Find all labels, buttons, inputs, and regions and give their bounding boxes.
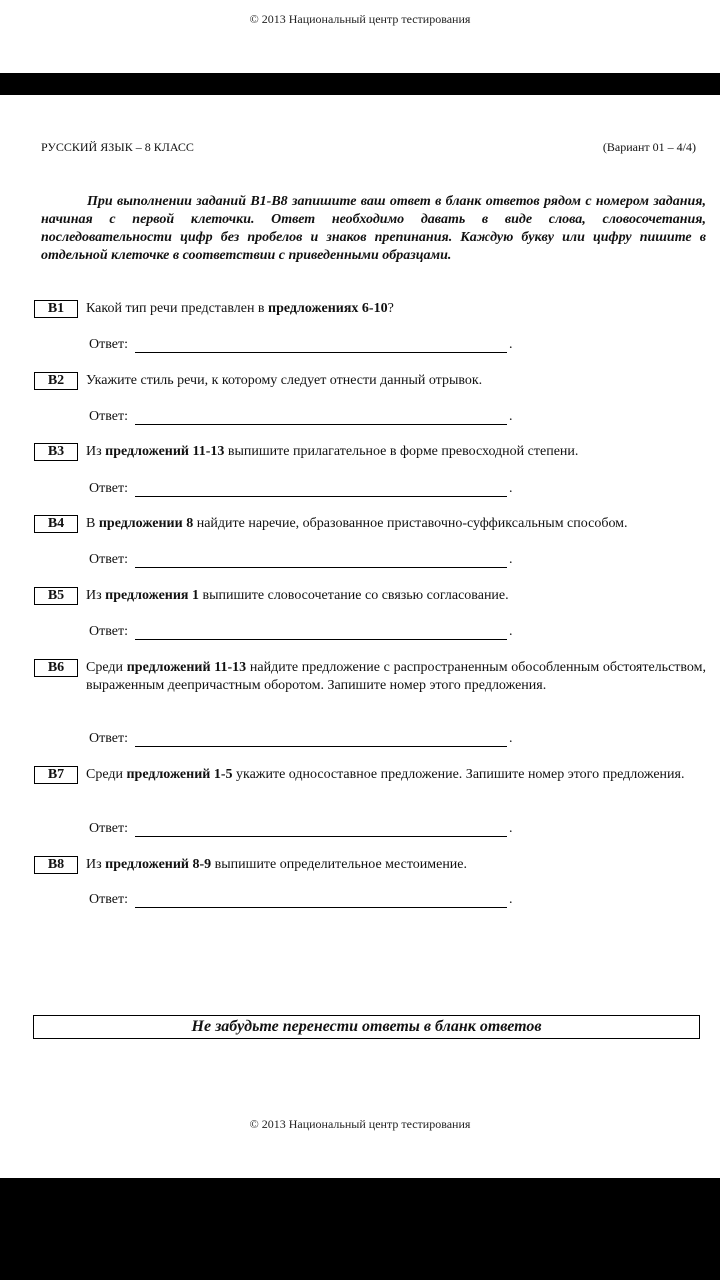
- task-number-badge: B8: [34, 856, 78, 874]
- answer-line[interactable]: [135, 496, 507, 497]
- answer-label: Ответ:: [89, 731, 128, 746]
- answer-label: Ответ:: [89, 481, 128, 496]
- variant-label: (Вариант 01 – 4/4): [602, 140, 696, 154]
- copyright-top: © 2013 Национальный центр тестирования: [249, 12, 471, 26]
- task-b4: [34, 515, 706, 533]
- answer-line[interactable]: [135, 567, 507, 568]
- task-question: В предложении 8 найдите наречие, образованное приставочно-суффиксальным способом.: [86, 516, 628, 531]
- task-b6: [34, 659, 706, 695]
- task-question: Из предложений 11-13 выпишите прилагательное в форме превосходной степени.: [86, 444, 579, 459]
- answer-line[interactable]: [135, 836, 507, 837]
- answer-label: Ответ:: [89, 892, 128, 907]
- task-number-badge: B3: [34, 443, 78, 461]
- answer-field-b5[interactable]: Ответ: .: [89, 624, 513, 639]
- task-b5: [34, 587, 706, 605]
- answer-line[interactable]: [135, 639, 507, 640]
- answer-field-b1[interactable]: Ответ: .: [89, 337, 513, 352]
- task-number-badge: B2: [34, 372, 78, 390]
- answer-line[interactable]: [135, 746, 507, 747]
- subject-title: РУССКИЙ ЯЗЫК – 8 КЛАСС: [41, 140, 194, 154]
- task-number-badge: B4: [34, 515, 78, 533]
- task-b3: [34, 443, 706, 461]
- task-number-badge: B7: [34, 766, 78, 784]
- task-question: Из предложения 1 выпишите словосочетание со связью согласование.: [86, 588, 509, 603]
- reminder-box: Не забудьте перенести ответы в бланк ответов: [33, 1015, 700, 1039]
- task-question: Укажите стиль речи, к которому следует отнести данный отрывок.: [86, 373, 483, 388]
- answer-label: Ответ:: [89, 409, 128, 424]
- copyright-bottom: © 2013 Национальный центр тестирования: [249, 1117, 471, 1131]
- answer-label: Ответ:: [89, 337, 128, 352]
- answer-label: Ответ:: [89, 821, 128, 836]
- task-question: Среди предложений 1-5 укажите односоставное предложение. Запишите номер этого предложения.: [86, 767, 685, 782]
- bottom-black-band: [0, 1178, 720, 1280]
- answer-label: Ответ:: [89, 624, 128, 639]
- answer-field-b2[interactable]: Ответ: .: [89, 409, 513, 424]
- task-b2: [34, 372, 706, 390]
- task-b1: [34, 300, 706, 318]
- task-b7: [34, 766, 706, 784]
- task-question: Из предложений 8-9 выпишите определительное местоимение.: [86, 857, 468, 872]
- task-number-badge: B1: [34, 300, 78, 318]
- answer-field-b8[interactable]: Ответ: .: [89, 892, 513, 907]
- answer-line[interactable]: [135, 352, 507, 353]
- answer-field-b4[interactable]: Ответ: .: [89, 552, 513, 567]
- top-black-band: [0, 73, 720, 95]
- task-number-badge: B5: [34, 587, 78, 605]
- task-question: Среди предложений 11-13 найдите предложение с распространенным обособленным обстоятельством, выраженным деепричастным оборотом. Запишите номер этого предложения.: [86, 660, 707, 693]
- task-number-badge: B6: [34, 659, 78, 677]
- answer-field-b3[interactable]: Ответ: .: [89, 481, 513, 496]
- instructions-paragraph: При выполнении заданий В1-В8 запишите ваш ответ в бланк ответов рядом с номером задания, начиная с первой клеточки. Ответ необходимо давать в виде слова, словосочетания, последовательности цифр без пробелов и знаков препинания. Каждую букву или цифру пишите в отдельной клеточке в соответствии с приведенными образцами.: [41, 194, 706, 263]
- answer-line[interactable]: [135, 424, 507, 425]
- task-b8: [34, 856, 706, 874]
- answer-line[interactable]: [135, 907, 507, 908]
- answer-field-b7[interactable]: Ответ: .: [89, 821, 513, 836]
- task-question: Какой тип речи представлен в предложениях 6-10?: [86, 301, 394, 316]
- answer-label: Ответ:: [89, 552, 128, 567]
- answer-field-b6[interactable]: Ответ: .: [89, 731, 513, 746]
